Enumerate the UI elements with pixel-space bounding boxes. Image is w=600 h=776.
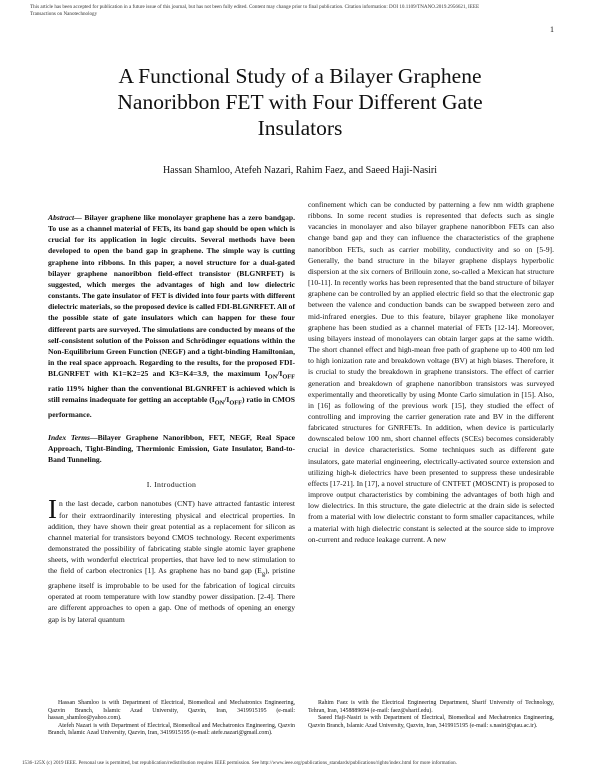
title-line-2: Nanoribbon FET with Four Different Gate bbox=[117, 90, 483, 114]
footnote-faez: Rahim Faez is with the Electrical Engineering Department, Sharif University of Technology, Tehran, Iran, 1458889694 (e-mail: faez@sharif.edu). bbox=[308, 700, 554, 714]
index-terms bbox=[48, 432, 295, 465]
abstract-lead: Abstract bbox=[48, 213, 75, 222]
abstract-sub-on: ON bbox=[267, 373, 278, 381]
index-terms-lead: Index Terms bbox=[48, 432, 90, 442]
journal-banner bbox=[30, 4, 570, 18]
section-heading-introduction: I. Introduction bbox=[146, 480, 197, 490]
introduction-paragraph bbox=[48, 494, 295, 624]
abstract-body-3: ) ratio in CMOS performance. bbox=[48, 395, 296, 419]
footnote-haji-nasiri: Saeed Haji-Nasiri is with Department of Electrical, Biomedical and Mechatronics Engineering, Qazvin Branch, Islamic Azad University, Qazvin, Iran, 3419915195 (e-mail: s.nasiri@qiau.ac.ir). bbox=[308, 715, 554, 729]
right-column-text: confinement which can be conducted by patterning a few nm width graphene ribbons. In some recent studies is represented that defects such as single vacancies in monolayer and also bilayer graphene nanoribbon FETs can also change band gap and they can influence the characteristics of the graphene nanoribbon FETs, such as carrier mobility, conductivity and so on [5-9]. Generally, the band structure in the bilayer graphene displays hyperbolic dispersion at the six corners of Brillouin zone, so-called a Mexican hat structure [10-11]. In recently works has been represented that the band structure of bilayer graphene can be controlled by an applied electric field so that the electronic gap between the valence and conduction bands can be swapped between zero and mid-infrared energies. Due to this feature, bilayer graphene like monolayer graphene has been studied as a channel material of FETs [12-14]. Moreover, using bilayers instead of monolayers can obtain larger gaps at the same width. The short channel effect and high-mean free path of graphene up to 400 nm led to high ionization rate and breakdown voltage (BV) at high biases. Therefore, it is crucial to study the breakdown in graphene transistors. The effect of carrier generation and breakdown of graphene nanoribbon transistors was surveyed experimentally and theoretically by using Monte Carlo simulation in [15]. Also, in [16] as following of the previous work [15], they studied the effect of controlling and improving the carrier generation rate and BV in the different fabricated structures for GNRFETs. In addition, when device is particularly downscaled below 100 nm, short channel effects (SCEs) becomes considerably crucial in device characteristics. Some techniques such as different gate insulators, gate material engineering, electrically-activated source extension and utilizing high-k dielectrics have been presented to suppress these undesirable effects [17-21]. In [17], a novel structure of CNTFET (MOSCNT) is proposed to improve output characteristics by combining the advantages of both high and low dielectrics. In this structure, the gate dielectric at the drain side is selected from a material with low dielectric constant to form smaller capacitances, while a material with high dielectric constant is selected at the source side to improve on-current and reduce leakage current. A new bbox=[308, 200, 554, 544]
left-column bbox=[48, 212, 295, 625]
abstract-sub-off-2: OFF bbox=[229, 399, 242, 407]
abstract-sub-on-2: ON bbox=[214, 399, 225, 407]
title-line-1: A Functional Study of a Bilayer Graphene bbox=[118, 64, 482, 88]
abstract bbox=[48, 212, 295, 420]
footnotes-left bbox=[48, 700, 295, 738]
footnote-shamloo: Hassan Shamloo is with Department of Electrical, Biomedical and Mechatronics Engineering, Qazvin Branch, Islamic Azad University, Qazvin, Iran, 3419915195 (e-mail: hassan_shamloo@yahoo.com). bbox=[48, 700, 295, 722]
banner-line-2: Transactions on Nanotechnology bbox=[30, 11, 98, 17]
copyright-line: 1536-125X (c) 2019 IEEE. Personal use is permitted, but republication/redistribution requires IEEE permission. See http://www.ieee.org/publications_standards/publications/rights/index.html for more information. bbox=[22, 760, 458, 766]
abstract-mid-2: /I bbox=[224, 395, 230, 405]
intro-subscript: g bbox=[261, 570, 265, 578]
abstract-mid: /I bbox=[277, 369, 283, 379]
title-line-3: Insulators bbox=[257, 116, 343, 140]
drop-cap: I bbox=[48, 494, 57, 525]
intro-text-1: n the last decade, carbon nanotubes (CNT) have attracted fantastic interest for their extraordinarily interesting physical and electrical properties. In addition, they have shown their great potential as a replacement for silicon as channel material for transistors beyond CMOS technology. Recent experiments demonstrated the possibility of fabricating stable single atomic layer graphene sheets, with wonderful electrical properties, that have led to new stimulation to the field of carbon electronics [1]. As graphene has no band gap (E bbox=[48, 499, 295, 576]
intro-text-2: ), pristine graphene itself is improbable to be used for the fabrication of logical circuits operated at room temperature with low standby power dissipation. [2-4]. There are different approaches to open a gap. One of methods of opening an energy gap is by lateral quantum bbox=[48, 566, 295, 624]
abstract-body-2: ratio 119% higher than the conventional BLGNRFET is achieved which is still remains inadequate for getting an acceptable (I bbox=[48, 383, 295, 405]
banner-line-1: This article has been accepted for publication in a future issue of this journal, but has not been fully edited. Content may change prior to final publication. Citation information: DOI 10.1109/TNANO.2019.2956621, IEEE bbox=[30, 4, 480, 10]
page-number: 1 bbox=[550, 25, 554, 34]
footnotes-right bbox=[308, 700, 554, 730]
abstract-sub-off: OFF bbox=[282, 373, 295, 381]
footnote-nazari: Atefeh Nazari is with Department of Electrical, Biomedical and Mechatronics Engineering, Qazvin Branch, Islamic Azad University, Qazvin, Iran, 3419915195 (e-mail: atefe.nazari@gmail.com). bbox=[48, 722, 295, 737]
right-column bbox=[308, 199, 554, 545]
paper-title bbox=[40, 63, 560, 141]
author-list: Hassan Shamloo, Atefeh Nazari, Rahim Faez, and Saeed Haji-Nasiri bbox=[162, 165, 438, 176]
index-terms-body: —Bilayer Graphene Nanoribbon, FET, NEGF, Real Space Approach, Tight-Binding, Thermionic Emission, Gate Insulator, Band-to-Band Tunneling. bbox=[48, 432, 295, 465]
abstract-body: — Bilayer graphene like monolayer graphene has a zero bandgap. To use as a channel material of FETs, its band gap should be open which is crucial for its application in logic circuits. Several methods have been developed to open the band gap in graphene. The simple way is cutting graphene into ribbons. In this paper, a novel structure for a dual-gated bilayer graphene nanoribbon field-effect transistor (BLGNRFET) is suggested, which merges the advantages of high and low dielectric constants. The gate insulator of FET is divided into four parts with different dielectric materials, so the proposed device is called FDI-BLGNRFET. All of the possible state of gate insulators which can happen for these four different parts are surveyed. The simulations are conducted by means of the self-consistent solution of the Poisson and Schrödinger equations within the Non-Equilibrium Green Function (NEGF) and a tight-binding Hamiltonian, in the real space approach. Regarding to the results, for the proposed FDI-BLGNRFET with K1=K2=25 and K3=K4=3.9, the maximum I bbox=[48, 213, 295, 379]
